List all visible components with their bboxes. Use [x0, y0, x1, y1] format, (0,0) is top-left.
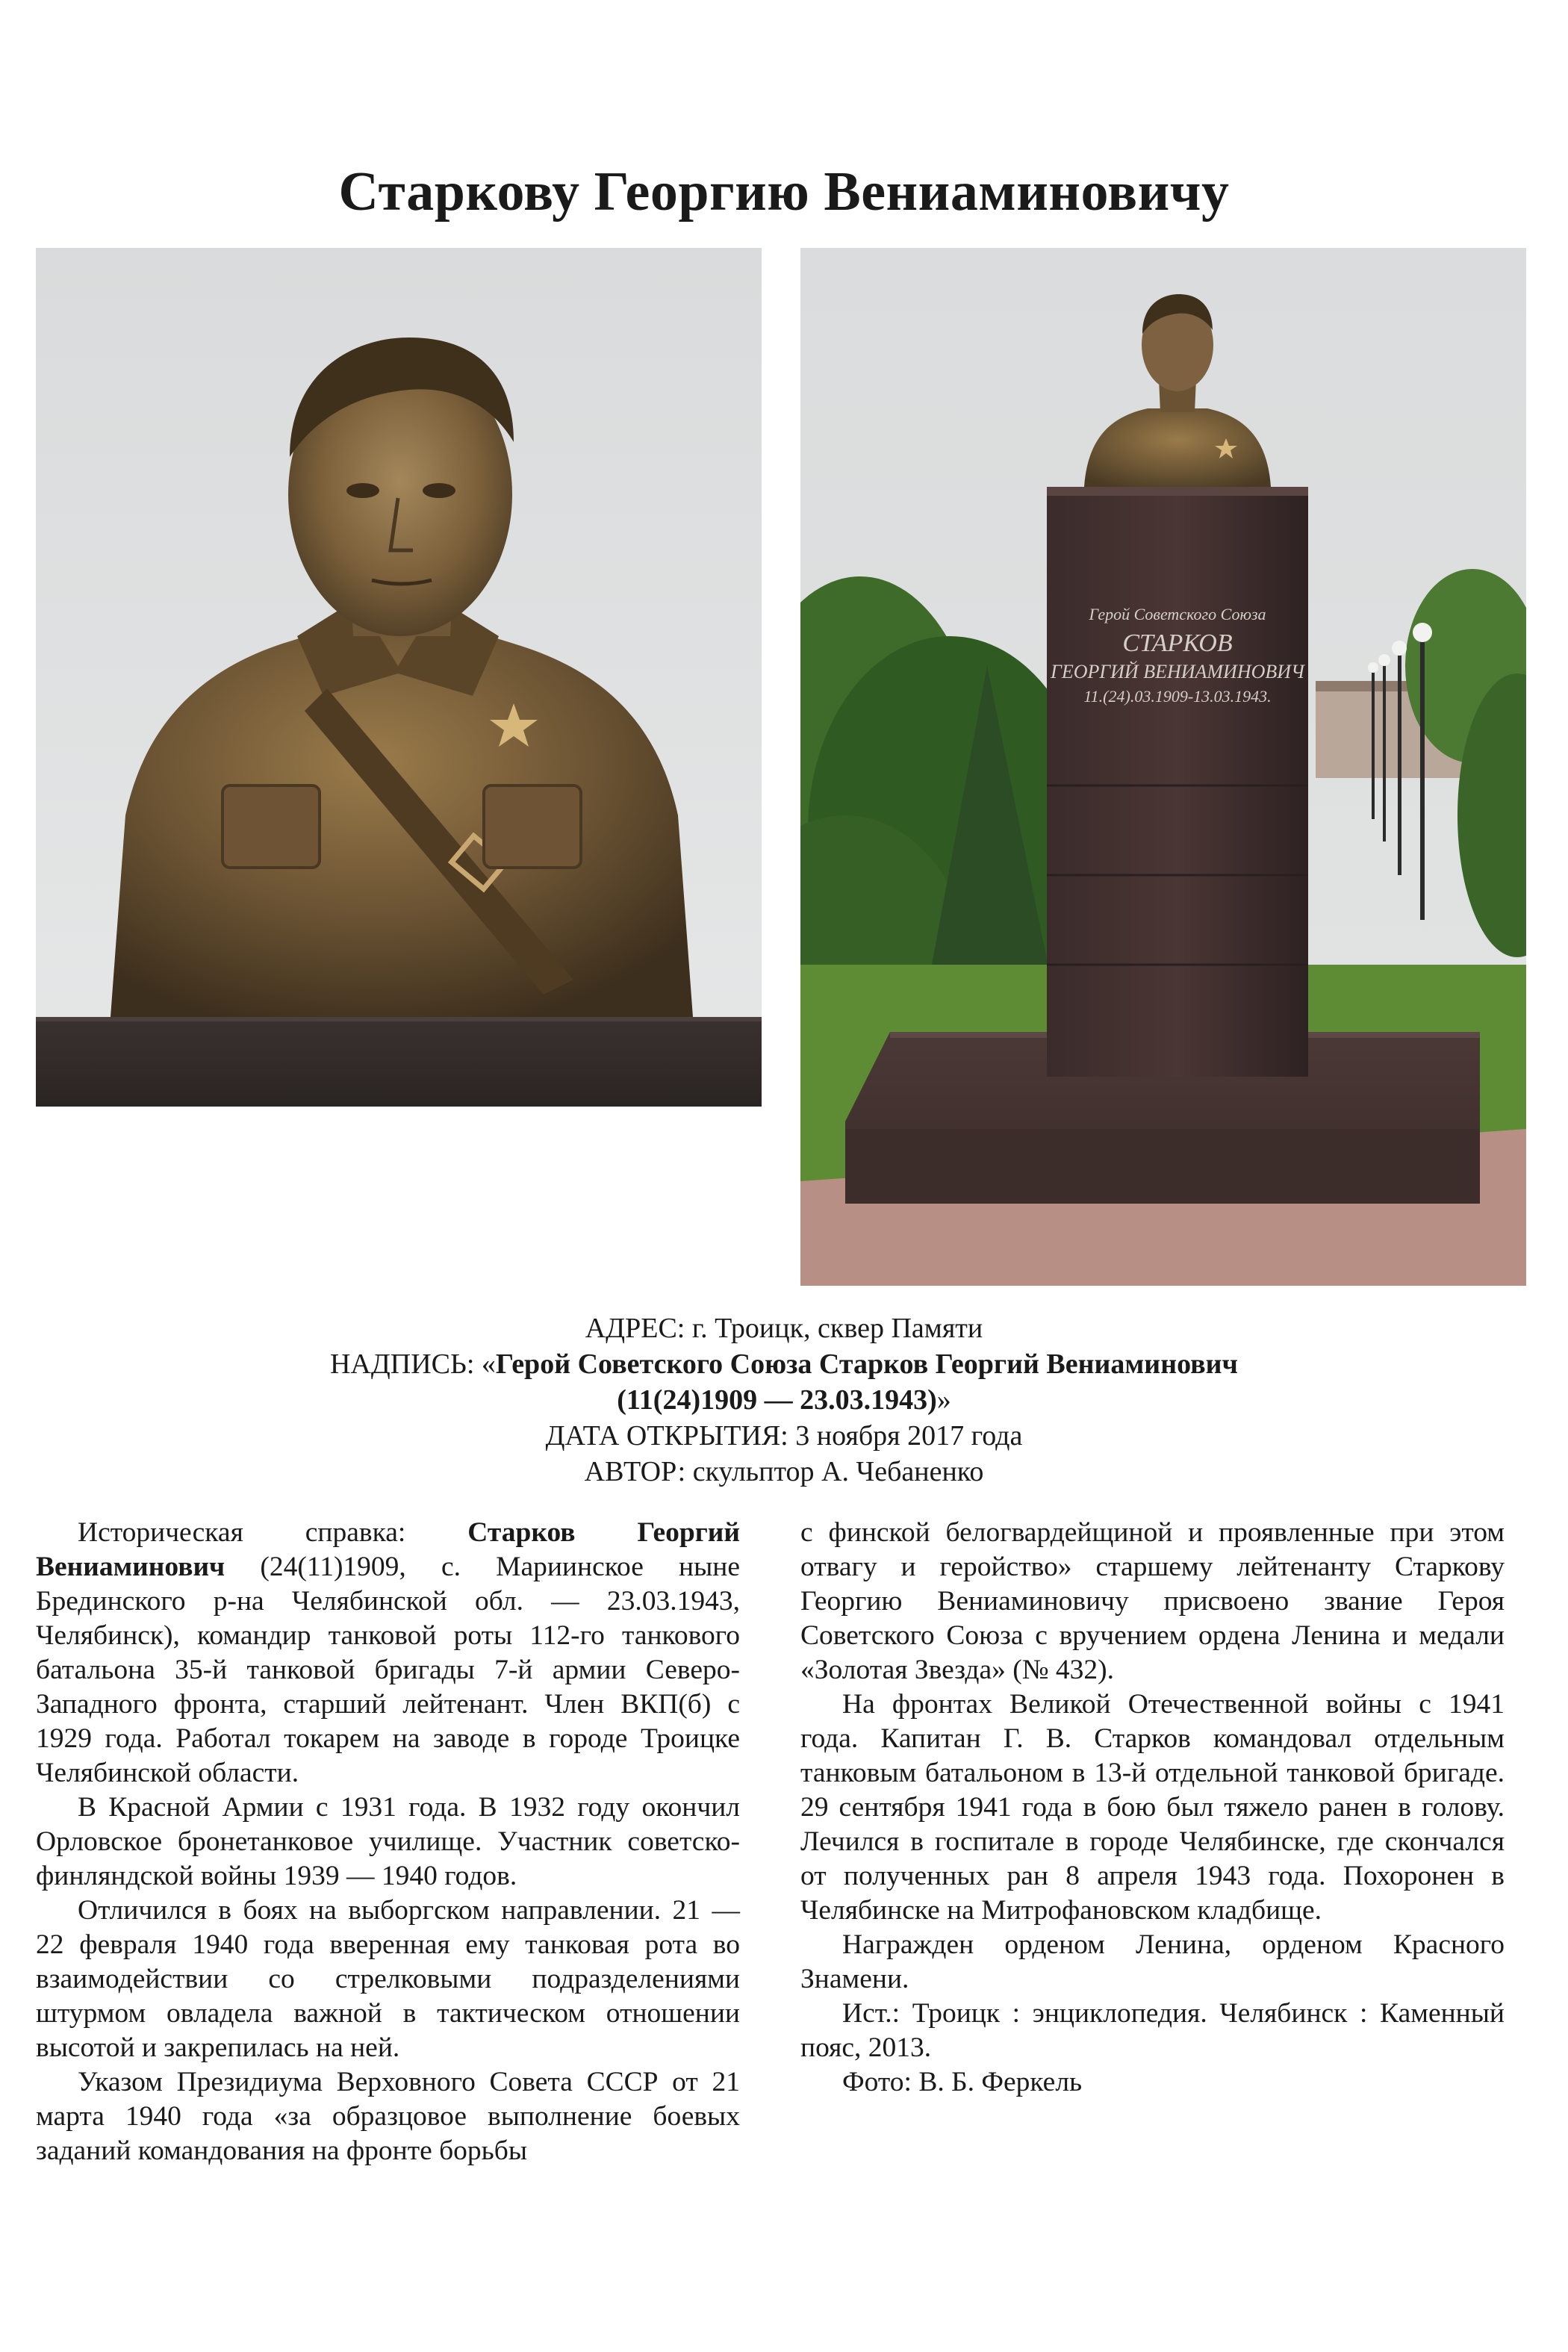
paragraph-army-service: В Красной Армии с 1931 года. В 1932 году окончил Орловское бронетанковое училище. Участник советско-финляндской войны 1939 — 1940 годов.: [36, 1792, 740, 1891]
paragraph-decree: Указом Президиума Верховного Совета СССР от 21 марта 1940 года «за образцовое выполнение боевых заданий командования на фронте борьбы: [36, 2067, 740, 2166]
inscription-open-quote: «: [481, 1348, 496, 1380]
page-title: Старкову Георгию Вениаминовичу: [338, 161, 1230, 223]
hero-name: Старков Георгий Вениаминович: [36, 1517, 740, 1582]
date-value: 3 ноября 2017 года: [795, 1420, 1023, 1452]
historical-note-body: (24(11)1909, с. Мариинское ныне Брединского р-на Челябинской обл. — 23.03.1943, Челябинск), командир танковой роты 112-го танкового батальона 35-й танковой бригады 7-й армии Северо-Западного фронта, старший лейтенант. Член ВКП(б) с 1929 года. Работал токарем на заводе в городе Троицке Челябинской области.: [36, 1552, 741, 1788]
bronze-bust-photo: [36, 248, 762, 1107]
paragraph-distinguished: Отличился в боях на выборгском направлении. 21 — 22 февраля 1940 года вверенная ему танковая рота во взаимодействии со стрелковыми подразделениями штурмом овладела важной в тактическом отношении высотой и закрепилась на ней.: [36, 1895, 740, 2063]
inscription-label: НАДПИСЬ:: [329, 1348, 475, 1380]
address-value: г. Троицк, сквер Памяти: [691, 1313, 983, 1344]
plaque-line-2: СТАРКОВ: [1122, 629, 1233, 657]
author-line: [0, 1454, 1568, 1490]
author-value: скульптор А. Чебаненко: [692, 1456, 984, 1487]
text-column-left: [36, 1516, 740, 2168]
paragraph-great-patriotic-war: На фронтах Великой Отечественной войны с 1941 года. Капитан Г. В. Старков командовал отдельным танковым батальоном в 13-й отдельной танковой бригаде. 29 сентября 1941 года в бою был тяжело ранен в голову. Лечился в госпитале в городе Челябинске, где скончался от полученных ран 8 апреля 1943 года. Похоронен в Челябинске на Митрофановском кладбище.: [800, 1689, 1505, 1926]
paragraph-awards: Награжден орденом Ленина, орденом Красного Знамени.: [800, 1929, 1505, 1994]
monument-info: [0, 1310, 1568, 1490]
paragraph-decree-continued: с финской белогвардейщиной и проявленные при этом отвагу и геройство» старшему лейтенанту Старкову Георгию Вениаминовичу присвоено звание Героя Советского Союза с вручением ордена Ленина и медали «Золотая Звезда» (№ 432).: [800, 1517, 1505, 1685]
opening-date-line: [0, 1418, 1568, 1454]
inscription-text-2: (11(24)1909 — 23.03.1943): [617, 1384, 937, 1416]
inscription-line: [0, 1346, 1568, 1382]
plaque-line-3: ГЕОРГИЙ ВЕНИАМИНОВИЧ: [1051, 661, 1304, 682]
address-line: [0, 1310, 1568, 1346]
text-column-right: [800, 1516, 1505, 2100]
historical-note-lead: Историческая справка:: [78, 1517, 406, 1548]
author-label: АВТОР:: [584, 1456, 686, 1487]
inscription-line-2: [0, 1382, 1568, 1418]
plaque-line-1: Герой Советского Союза: [1089, 605, 1266, 623]
address-label: АДРЕС:: [585, 1313, 685, 1344]
inscription-close-quote: »: [936, 1384, 951, 1416]
paragraph-source: Ист.: Троицк : энциклопедия. Челябинск : Каменный пояс, 2013.: [800, 1998, 1505, 2063]
monument-photo: [800, 248, 1526, 1286]
paragraph-photo-credit: Фото: В. Б. Феркель: [842, 2067, 1083, 2097]
paragraph-historical-note: [36, 1516, 740, 1791]
inscription-text-1: Герой Советского Союза Старков Георгий Вениаминович: [495, 1348, 1238, 1380]
date-label: ДАТА ОТКРЫТИЯ:: [545, 1420, 788, 1452]
plaque-line-4: 11.(24).03.1909-13.03.1943.: [1083, 687, 1272, 706]
